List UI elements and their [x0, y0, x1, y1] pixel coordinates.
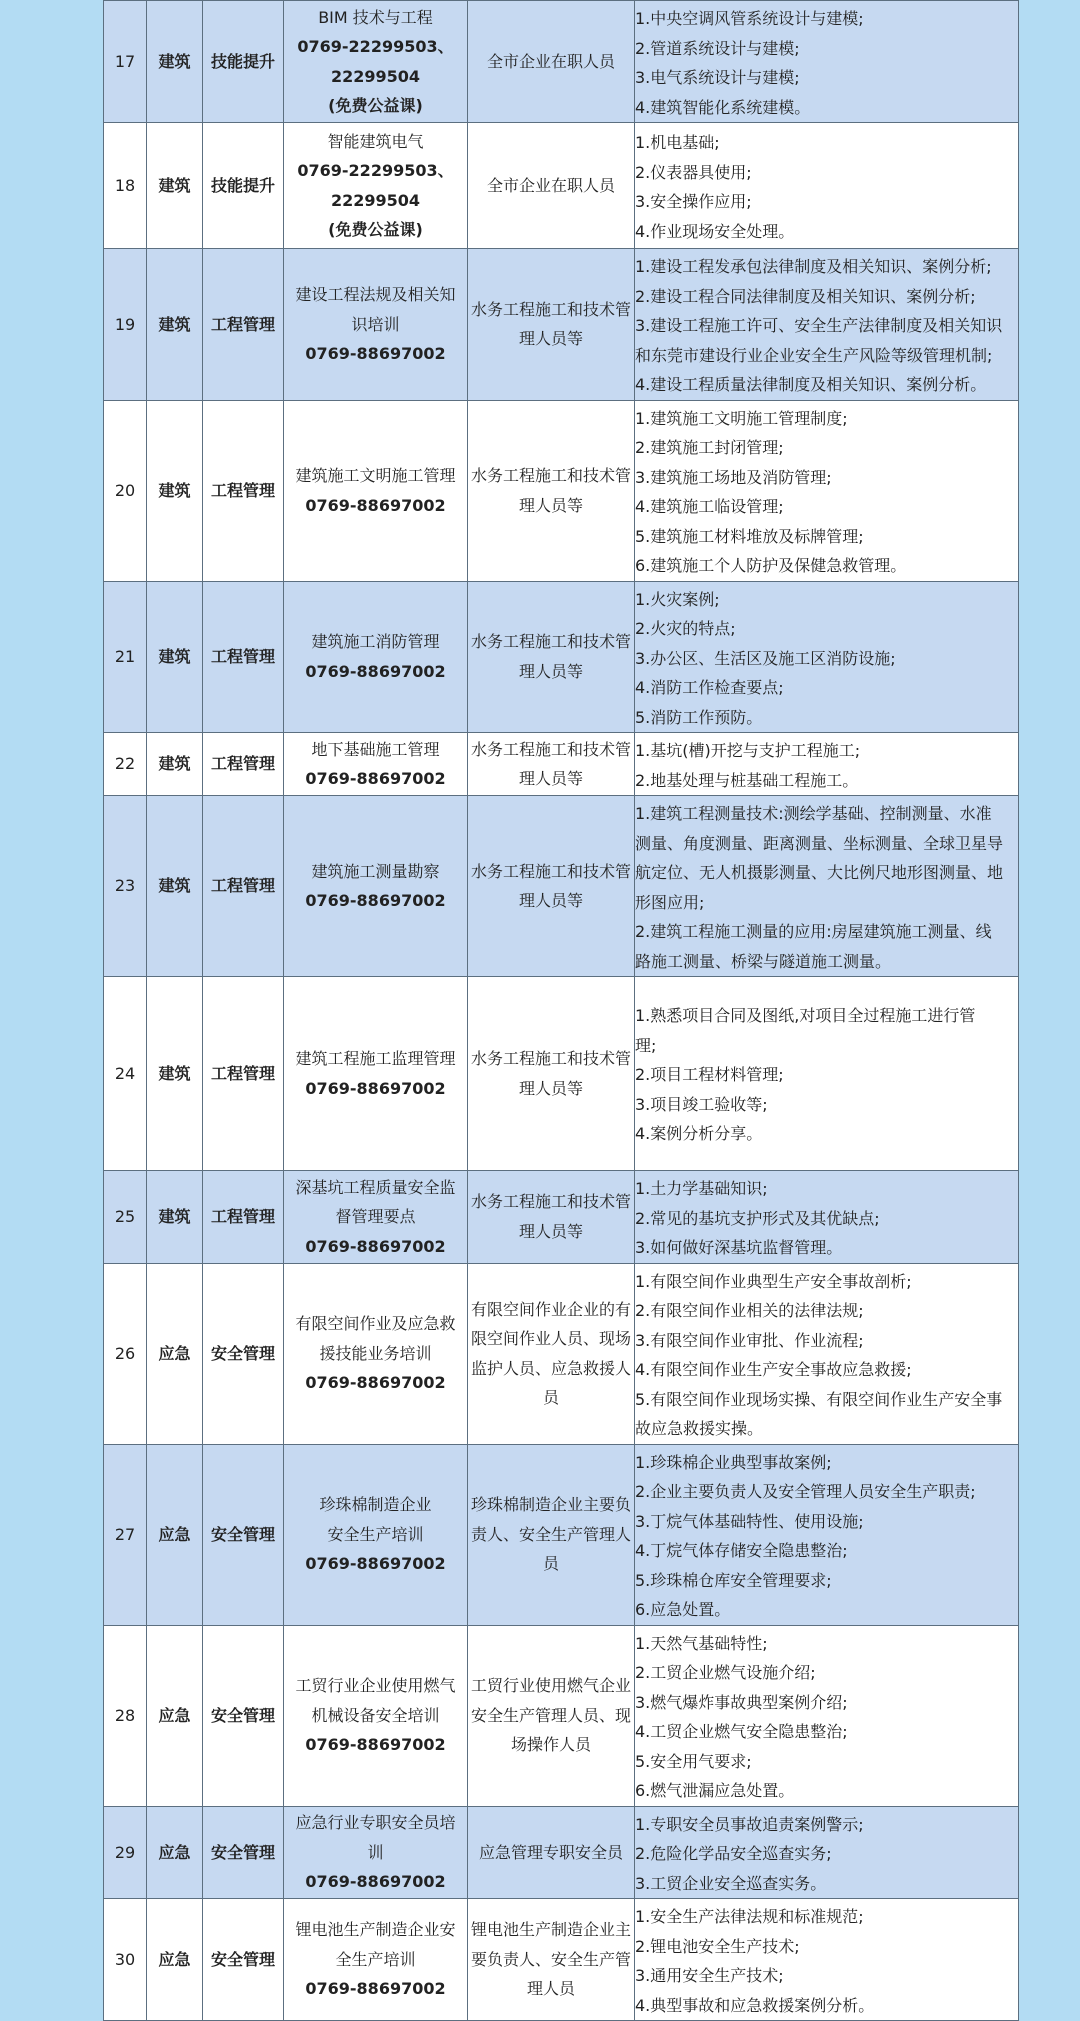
course-content-cell — [635, 400, 1019, 581]
row-type: 工程管理 — [203, 977, 284, 1171]
course-content-item: 1.基坑(槽)开挖与支护工程施工; — [635, 741, 861, 760]
course-content-cell — [635, 581, 1019, 733]
course-name-cell — [284, 1263, 468, 1444]
course-content-item: 测量、角度测量、距离测量、坐标测量、全球卫星导 — [635, 833, 1004, 853]
course-audience: 应急管理专职安全员 — [468, 1806, 635, 1899]
course-hotline: 0769-88697002 — [305, 1078, 446, 1098]
course-content-cell — [635, 1171, 1019, 1264]
course-content-item: 4.工贸企业燃气安全隐患整治; — [635, 1722, 848, 1741]
course-content-item: 2.常见的基坑支护形式及其优缺点; — [635, 1208, 880, 1228]
row-type: 工程管理 — [203, 796, 284, 977]
row-number: 30 — [104, 1899, 147, 2021]
table-row — [104, 1625, 1019, 1806]
course-name: 训 — [367, 1842, 384, 1862]
course-audience: 水务工程施工和技术管理人员等 — [468, 400, 635, 581]
course-audience: 水务工程施工和技术管理人员等 — [468, 796, 635, 977]
course-name-cell — [284, 733, 468, 796]
course-content-list — [635, 998, 1018, 1149]
course-content-item: 1.安全生产法律法规和标准规范; — [635, 1907, 864, 1926]
course-content-item: 2.锂电池安全生产技术; — [635, 1936, 800, 1956]
course-name: 锂电池生产制造企业安 — [295, 1920, 456, 1940]
course-audience: 工贸行业使用燃气企业安全生产管理人员、现场操作人员 — [468, 1625, 635, 1806]
course-content-item: 2.建设工程合同法律制度及相关知识、案例分析; — [635, 286, 976, 306]
row-number: 27 — [104, 1444, 147, 1625]
table-row — [104, 1444, 1019, 1625]
course-hotline: 22299504 — [330, 66, 421, 86]
row-category: 应急 — [147, 1899, 203, 2021]
course-content-item: 1.火灾案例; — [635, 589, 720, 609]
course-content-cell — [635, 249, 1019, 401]
course-audience: 珍珠棉制造企业主要负责人、安全生产管理人员 — [468, 1444, 635, 1625]
course-content-item: 2.危险化学品安全巡查实务; — [635, 1844, 832, 1863]
course-content-item: 4.建设工程质量法律制度及相关知识、案例分析。 — [635, 375, 987, 394]
course-content-cell — [635, 1806, 1019, 1899]
course-content-item: 3.建设工程施工许可、安全生产法律制度及相关知识 — [635, 316, 1003, 335]
course-content-cell — [635, 1899, 1019, 2021]
course-content-list — [635, 1626, 1018, 1806]
row-type: 技能提升 — [203, 123, 284, 249]
course-name: 援技能业务培训 — [319, 1343, 432, 1363]
course-content-list — [635, 1, 1018, 122]
course-content-item: 4.消防工作检查要点; — [635, 678, 784, 697]
course-content-item: 2.管道系统设计与建模; — [635, 38, 800, 58]
course-content-cell — [635, 977, 1019, 1171]
course-content-list — [635, 401, 1018, 581]
row-type: 安全管理 — [203, 1444, 284, 1625]
course-name: 建设工程法规及相关知 — [295, 285, 456, 304]
course-name: 智能建筑电气 — [327, 131, 424, 151]
course-content-item: 2.仪表器具使用; — [635, 162, 752, 182]
row-type: 工程管理 — [203, 400, 284, 581]
row-type: 安全管理 — [203, 1263, 284, 1444]
course-content-item: 2.地基处理与桩基础工程施工。 — [635, 770, 859, 790]
course-content-item: 2.有限空间作业相关的法律法规; — [635, 1301, 864, 1320]
row-type: 工程管理 — [203, 249, 284, 401]
course-content-item: 4.建筑智能化系统建模。 — [635, 97, 811, 117]
course-content-item: 2.建筑施工封闭管理; — [635, 438, 784, 457]
course-content-list — [635, 1445, 1018, 1625]
course-hotline: 0769-88697002 — [305, 769, 446, 788]
course-hotline: 0769-88697002 — [305, 1236, 446, 1256]
course-content-item: 4.作业现场安全处理。 — [635, 221, 795, 241]
row-type: 工程管理 — [203, 1171, 284, 1264]
course-content-item: 和东莞市建设行业企业安全生产风险等级管理机制; — [635, 345, 993, 365]
table-row — [104, 1263, 1019, 1444]
course-content-item: 3.电气系统设计与建模; — [635, 68, 800, 87]
course-name-cell — [284, 1, 468, 123]
table-row — [104, 581, 1019, 733]
course-content-item: 4.典型事故和应急救援案例分析。 — [635, 1995, 875, 2015]
table-row — [104, 1, 1019, 123]
course-audience: 水务工程施工和技术管理人员等 — [468, 977, 635, 1171]
course-content-item: 3.办公区、生活区及施工区消防设施; — [635, 648, 896, 668]
course-content-list — [635, 582, 1018, 733]
row-number: 20 — [104, 400, 147, 581]
course-content-item: 6.应急处置。 — [635, 1600, 731, 1619]
course-table — [103, 0, 1019, 2021]
row-number: 24 — [104, 977, 147, 1171]
course-hotline: 0769-88697002 — [305, 891, 446, 910]
row-number: 25 — [104, 1171, 147, 1264]
course-audience: 水务工程施工和技术管理人员等 — [468, 581, 635, 733]
course-hotline: 0769-88697002 — [305, 495, 446, 515]
course-content-item: 1.建筑施工文明施工管理制度; — [635, 408, 848, 428]
course-name: 全生产培训 — [335, 1949, 416, 1969]
course-hotline: 22299504 — [330, 190, 421, 210]
row-category: 建筑 — [147, 1171, 203, 1264]
course-name: 地下基础施工管理 — [311, 739, 440, 759]
course-audience: 全市企业在职人员 — [468, 123, 635, 249]
course-content-item: 6.燃气泄漏应急处置。 — [635, 1781, 795, 1800]
course-name: 建筑施工消防管理 — [311, 632, 440, 652]
row-number: 21 — [104, 581, 147, 733]
course-name-cell — [284, 400, 468, 581]
course-content-item: 4.丁烷气体存储安全隐患整治; — [635, 1541, 848, 1560]
row-category: 应急 — [147, 1444, 203, 1625]
course-hotline: (免费公益课) — [328, 220, 423, 239]
course-content-item: 路施工测量、桥梁与隧道施工测量。 — [635, 951, 892, 971]
course-hotline: 0769-88697002 — [305, 1554, 446, 1574]
course-name-cell — [284, 796, 468, 977]
course-content-item: 6.建筑施工个人防护及保健急救管理。 — [635, 556, 907, 575]
course-hotline: 0769-88697002 — [305, 661, 446, 681]
row-type: 安全管理 — [203, 1899, 284, 2021]
course-hotline: 0769-88697002 — [305, 1979, 446, 1999]
course-hotline: 0769-88697002 — [305, 1872, 446, 1891]
course-content-cell — [635, 796, 1019, 977]
course-name: 建筑工程施工监理管理 — [295, 1049, 456, 1068]
course-content-list — [635, 249, 1018, 400]
course-content-list — [635, 733, 1018, 795]
course-content-item: 3.如何做好深基坑监督管理。 — [635, 1238, 843, 1257]
course-content-item: 1.土力学基础知识; — [635, 1179, 768, 1198]
table-row — [104, 1806, 1019, 1899]
row-category: 建筑 — [147, 796, 203, 977]
course-name-cell — [284, 1625, 468, 1806]
course-content-item: 2.工贸企业燃气设施介绍; — [635, 1663, 816, 1682]
course-audience: 全市企业在职人员 — [468, 1, 635, 123]
course-name: 工贸行业企业使用燃气 — [295, 1676, 456, 1696]
row-number: 18 — [104, 123, 147, 249]
course-content-item: 2.项目工程材料管理; — [635, 1065, 784, 1085]
course-audience: 水务工程施工和技术管理人员等 — [468, 1171, 635, 1264]
course-content-item: 3.工贸企业安全巡查实务。 — [635, 1873, 827, 1893]
course-content-item: 5.有限空间作业现场实操、有限空间作业生产安全事 — [635, 1389, 1003, 1409]
course-name: BIM 技术与工程 — [318, 7, 433, 27]
row-category: 建筑 — [147, 733, 203, 796]
row-type: 安全管理 — [203, 1806, 284, 1899]
course-content-list — [635, 1807, 1018, 1899]
course-name: 珍珠棉制造企业 — [319, 1495, 432, 1515]
course-content-item: 1.建设工程发承包法律制度及相关知识、案例分析; — [635, 257, 992, 276]
course-name-cell — [284, 1899, 468, 2021]
row-type: 工程管理 — [203, 733, 284, 796]
course-content-item: 1.熟悉项目合同及图纸,对项目全过程施工进行管 — [635, 1006, 976, 1026]
course-content-item: 3.建筑施工场地及消防管理; — [635, 467, 832, 487]
table-row — [104, 796, 1019, 977]
table-row — [104, 400, 1019, 581]
course-name-cell — [284, 1171, 468, 1264]
row-category: 应急 — [147, 1625, 203, 1806]
row-number: 28 — [104, 1625, 147, 1806]
course-content-item: 3.通用安全生产技术; — [635, 1966, 784, 1985]
course-content-item: 1.建筑工程测量技术:测绘学基础、控制测量、水准 — [635, 804, 992, 823]
course-hotline: 0769-22299503、 — [297, 161, 454, 180]
table-row — [104, 123, 1019, 249]
course-content-cell — [635, 1625, 1019, 1806]
course-audience: 锂电池生产制造企业主要负责人、安全生产管理人员 — [468, 1899, 635, 2021]
row-category: 建筑 — [147, 977, 203, 1171]
course-content-item: 1.有限空间作业典型生产安全事故剖析; — [635, 1271, 912, 1291]
course-content-item: 5.珍珠棉仓库安全管理要求; — [635, 1570, 832, 1590]
course-content-item: 4.案例分析分享。 — [635, 1124, 763, 1144]
course-audience: 水务工程施工和技术管理人员等 — [468, 733, 635, 796]
row-number: 17 — [104, 1, 147, 123]
row-category: 建筑 — [147, 123, 203, 249]
course-table-body — [104, 1, 1019, 2021]
course-name: 识培训 — [351, 314, 400, 334]
course-content-item: 2.火灾的特点; — [635, 619, 736, 638]
row-category: 建筑 — [147, 249, 203, 401]
course-name: 督管理要点 — [335, 1207, 416, 1226]
course-content-item: 航定位、无人机摄影测量、大比例尺地形图测量、地 — [635, 863, 1004, 882]
row-type: 技能提升 — [203, 1, 284, 123]
course-content-item: 4.有限空间作业生产安全事故应急救援; — [635, 1360, 912, 1379]
course-name-cell — [284, 977, 468, 1171]
course-name-cell — [284, 1444, 468, 1625]
course-hotline: 0769-88697002 — [305, 1735, 446, 1755]
course-audience: 有限空间作业企业的有限空间作业人员、现场监护人员、应急救援人员 — [468, 1263, 635, 1444]
course-content-item: 5.安全用气要求; — [635, 1751, 752, 1771]
course-content-item: 1.专职安全员事故追责案例警示; — [635, 1814, 864, 1834]
course-name-cell — [284, 123, 468, 249]
course-content-cell — [635, 123, 1019, 249]
row-category: 建筑 — [147, 400, 203, 581]
course-content-cell — [635, 733, 1019, 796]
course-content-item: 3.有限空间作业审批、作业流程; — [635, 1330, 864, 1350]
course-content-item: 故应急救援实操。 — [635, 1419, 764, 1438]
course-name-cell — [284, 581, 468, 733]
course-name: 建筑施工测量勘察 — [311, 861, 440, 881]
course-content-item: 1.珍珠棉企业典型事故案例; — [635, 1452, 832, 1472]
course-content-list — [635, 1264, 1018, 1444]
course-name: 安全生产培训 — [327, 1524, 424, 1544]
course-content-item: 3.燃气爆炸事故典型案例介绍; — [635, 1692, 848, 1712]
course-name: 深基坑工程质量安全监 — [295, 1177, 456, 1197]
course-content-item: 3.丁烷气体基础特性、使用设施; — [635, 1511, 864, 1531]
course-name-cell — [284, 249, 468, 401]
course-hotline: (免费公益课) — [328, 96, 423, 115]
course-content-item: 3.项目竣工验收等; — [635, 1094, 768, 1114]
course-name: 有限空间作业及应急救 — [295, 1314, 456, 1334]
course-content-item: 5.消防工作预防。 — [635, 707, 763, 727]
table-row — [104, 733, 1019, 796]
course-content-cell — [635, 1, 1019, 123]
course-name: 机械设备安全培训 — [311, 1705, 440, 1725]
row-number: 22 — [104, 733, 147, 796]
course-content-item: 理; — [635, 1035, 657, 1055]
table-row — [104, 249, 1019, 401]
course-content-item: 2.企业主要负责人及安全管理人员安全生产职责; — [635, 1482, 976, 1501]
course-content-item: 5.建筑施工材料堆放及标牌管理; — [635, 526, 864, 546]
course-content-item: 3.安全操作应用; — [635, 192, 752, 211]
row-type: 工程管理 — [203, 581, 284, 733]
course-content-cell — [635, 1444, 1019, 1625]
row-number: 23 — [104, 796, 147, 977]
row-category: 应急 — [147, 1806, 203, 1899]
course-content-item: 形图应用; — [635, 892, 705, 912]
course-name: 应急行业专职安全员培 — [295, 1813, 456, 1832]
course-content-list — [635, 1171, 1018, 1263]
course-audience: 水务工程施工和技术管理人员等 — [468, 249, 635, 401]
row-type: 安全管理 — [203, 1625, 284, 1806]
row-category: 建筑 — [147, 581, 203, 733]
course-name: 建筑施工文明施工管理 — [295, 466, 456, 485]
row-number: 26 — [104, 1263, 147, 1444]
row-category: 建筑 — [147, 1, 203, 123]
row-category: 应急 — [147, 1263, 203, 1444]
course-name-cell — [284, 1806, 468, 1899]
course-content-list — [635, 796, 1018, 976]
table-row — [104, 977, 1019, 1171]
course-content-item: 2.建筑工程施工测量的应用:房屋建筑施工测量、线 — [635, 922, 992, 941]
course-hotline: 0769-22299503、 — [297, 37, 454, 56]
course-content-item: 1.天然气基础特性; — [635, 1633, 768, 1653]
course-hotline: 0769-88697002 — [305, 344, 446, 363]
course-hotline: 0769-88697002 — [305, 1373, 446, 1393]
table-row — [104, 1171, 1019, 1264]
course-content-list — [635, 125, 1018, 246]
row-number: 19 — [104, 249, 147, 401]
course-content-cell — [635, 1263, 1019, 1444]
course-content-item: 1.中央空调风管系统设计与建模; — [635, 9, 864, 28]
row-number: 29 — [104, 1806, 147, 1899]
course-content-item: 1.机电基础; — [635, 133, 720, 152]
table-row — [104, 1899, 1019, 2021]
course-content-item: 4.建筑施工临设管理; — [635, 497, 784, 516]
